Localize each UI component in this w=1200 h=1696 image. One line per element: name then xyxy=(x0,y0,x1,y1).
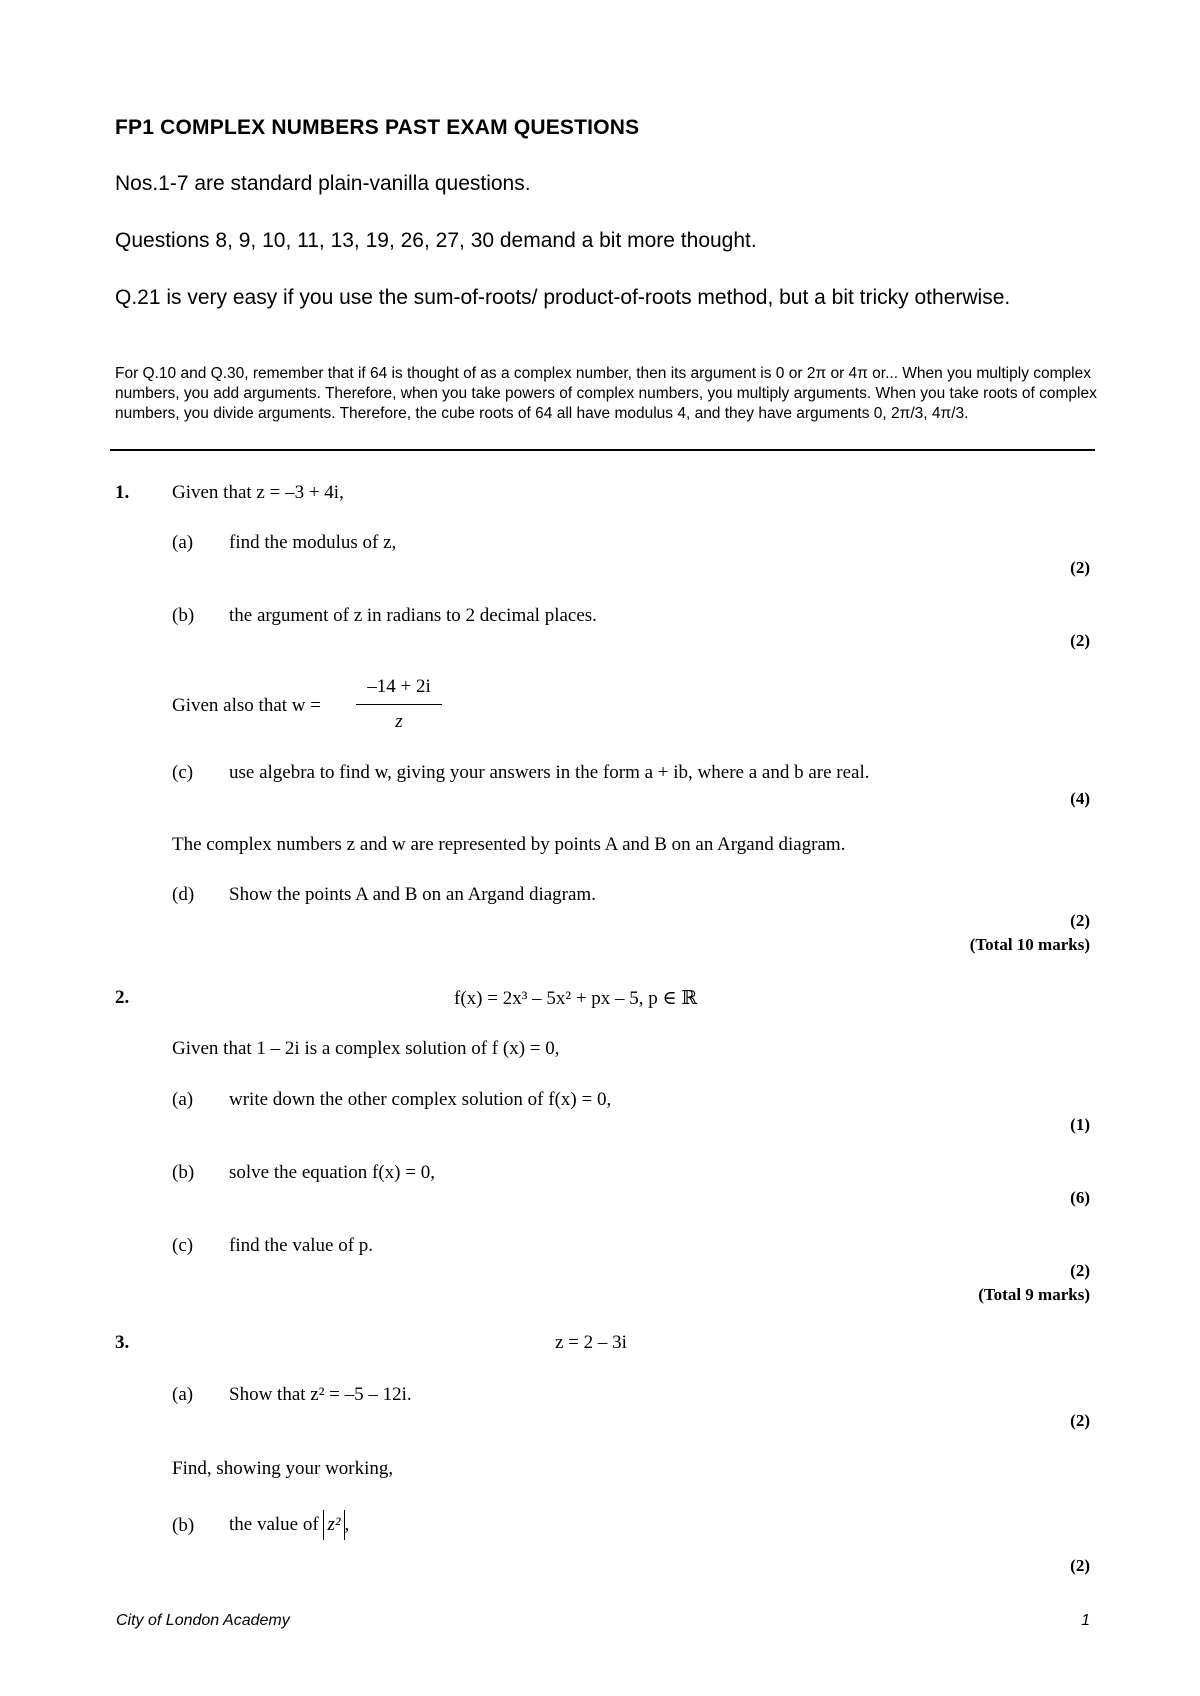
fraction-denominator: z xyxy=(395,711,403,732)
q1-part-d-marks: (2) xyxy=(1070,911,1090,930)
q3-part-b-marks: (2) xyxy=(1070,1556,1090,1575)
q1-part-a-marks: (2) xyxy=(1070,558,1090,577)
q3-part-b-line xyxy=(229,1510,349,1540)
intro-line-3: Q.21 is very easy if you use the sum-of-roots/ product-of-roots method, but a bit tricky otherwise. xyxy=(115,286,1011,309)
q2-part-a-text: write down the other complex solution of f(x) = 0, xyxy=(229,1089,612,1110)
footer-school-name: City of London Academy xyxy=(116,1612,290,1629)
q1-fraction xyxy=(356,676,442,733)
q2-part-c-marks: (2) xyxy=(1070,1261,1090,1280)
q3-part-b-text: the value of xyxy=(229,1514,319,1535)
question-1-number: 1. xyxy=(115,482,130,503)
footer-page-number: 1 xyxy=(1081,1612,1090,1629)
q2-total-marks: (Total 9 marks) xyxy=(978,1285,1090,1304)
section-divider xyxy=(110,449,1095,451)
question-1-stem: Given that z = –3 + 4i, xyxy=(172,482,344,503)
q2-part-b-marks: (6) xyxy=(1070,1188,1090,1207)
q3-part-a-label: (a) xyxy=(172,1384,194,1405)
q3-abs-expression xyxy=(323,1510,344,1540)
q1-part-d-text: Show the points A and B on an Argand diagram. xyxy=(229,884,596,905)
question-3-number: 3. xyxy=(115,1332,130,1353)
q2-part-c-label: (c) xyxy=(172,1235,194,1256)
q3-stem: Find, showing your working, xyxy=(172,1458,394,1479)
intro-note: For Q.10 and Q.30, remember that if 64 is thought of as a complex number, then its argument is 0 or 2π or 4π or... When you multiply complex numbers, you add arguments. Therefore, when you take powers of complex numbers, you multiply arguments. When you take roots of complex numbers, you divide arguments. Therefore, the cube roots of 64 all have modulus 4, and they have arguments 0, 2π/3, 4π/3. xyxy=(115,365,1097,422)
q1-part-b-text: the argument of z in radians to 2 decimal places. xyxy=(229,605,597,626)
q1-part-a-text: find the modulus of z, xyxy=(229,532,397,553)
q3-equation: z = 2 – 3i xyxy=(555,1332,627,1353)
q1-argand-statement: The complex numbers z and w are represented by points A and B on an Argand diagram. xyxy=(172,834,846,855)
q3-part-a-text: Show that z² = –5 – 12i. xyxy=(229,1384,412,1405)
q1-total-marks: (Total 10 marks) xyxy=(969,935,1090,954)
q2-part-c-text: find the value of p. xyxy=(229,1235,374,1256)
intro-line-2: Questions 8, 9, 10, 11, 13, 19, 26, 27, 30 demand a bit more thought. xyxy=(115,229,757,252)
q3-abs-value: z² xyxy=(327,1514,341,1535)
q3-part-a-marks: (2) xyxy=(1070,1411,1090,1430)
question-2-number: 2. xyxy=(115,987,130,1008)
fraction-numerator: –14 + 2i xyxy=(367,676,431,697)
q2-equation: f(x) = 2x³ – 5x² + px – 5, p ∈ ℝ xyxy=(454,988,698,1009)
q1-part-c-text: use algebra to find w, giving your answers in the form a + ib, where a and b are real. xyxy=(229,762,870,783)
q1-part-d-label: (d) xyxy=(172,884,195,905)
q3-part-b-label: (b) xyxy=(172,1515,195,1536)
q1-part-b-label: (b) xyxy=(172,605,195,626)
q2-part-b-label: (b) xyxy=(172,1162,195,1183)
q1-given-also: Given also that w = xyxy=(172,695,321,716)
page-title: FP1 COMPLEX NUMBERS PAST EXAM QUESTIONS xyxy=(115,116,640,139)
q2-part-a-marks: (1) xyxy=(1070,1115,1090,1134)
q1-part-c-label: (c) xyxy=(172,762,194,783)
intro-line-1: Nos.1-7 are standard plain-vanilla questions. xyxy=(115,172,531,195)
question-2-stem: Given that 1 – 2i is a complex solution of f (x) = 0, xyxy=(172,1038,560,1059)
fraction-bar xyxy=(356,704,442,705)
q2-part-b-text: solve the equation f(x) = 0, xyxy=(229,1162,435,1183)
q1-part-a-label: (a) xyxy=(172,532,194,553)
q2-part-a-label: (a) xyxy=(172,1089,194,1110)
q1-part-b-marks: (2) xyxy=(1070,631,1090,650)
q3-part-b-comma: , xyxy=(344,1514,350,1535)
q1-part-c-marks: (4) xyxy=(1070,789,1090,808)
